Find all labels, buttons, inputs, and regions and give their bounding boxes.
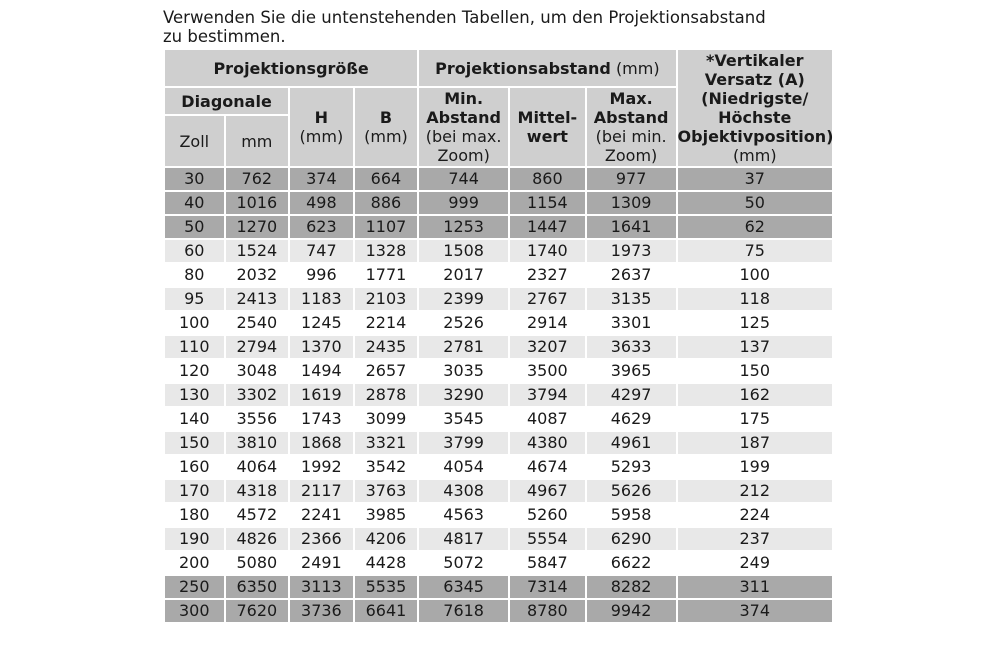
cell-mm: 1524 (226, 240, 289, 262)
cell-mm: 4064 (226, 456, 289, 478)
cell-vertikaler-versatz: 187 (678, 432, 832, 454)
header-b: B (mm) (355, 88, 418, 166)
cell-vertikaler-versatz: 311 (678, 576, 832, 598)
cell-h: 1619 (290, 384, 353, 406)
cell-max-abstand: 5293 (587, 456, 676, 478)
table-row (165, 432, 832, 454)
cell-mittelwert: 860 (510, 168, 585, 190)
cell-b: 3542 (355, 456, 418, 478)
header-projektionsgroesse: Projektionsgröße (165, 50, 417, 86)
cell-min-abstand: 2017 (419, 264, 508, 286)
cell-max-abstand: 4629 (587, 408, 676, 430)
cell-mittelwert: 4967 (510, 480, 585, 502)
cell-zoll: 95 (165, 288, 224, 310)
header-mm: mm (226, 116, 289, 166)
cell-min-abstand: 2399 (419, 288, 508, 310)
cell-zoll: 150 (165, 432, 224, 454)
cell-mittelwert: 4674 (510, 456, 585, 478)
intro-line-2: zu bestimmen. (163, 27, 286, 46)
cell-zoll: 60 (165, 240, 224, 262)
cell-zoll: 250 (165, 576, 224, 598)
cell-min-abstand: 5072 (419, 552, 508, 574)
cell-b: 2657 (355, 360, 418, 382)
cell-mm: 7620 (226, 600, 289, 622)
cell-mittelwert: 1154 (510, 192, 585, 214)
cell-vertikaler-versatz: 50 (678, 192, 832, 214)
header-max-abstand: Max. Abstand (bei min. Zoom) (587, 88, 676, 166)
cell-max-abstand: 977 (587, 168, 676, 190)
cell-zoll: 40 (165, 192, 224, 214)
cell-mm: 3810 (226, 432, 289, 454)
table-row (165, 480, 832, 502)
header-zoll: Zoll (165, 116, 224, 166)
cell-vertikaler-versatz: 224 (678, 504, 832, 526)
table-row (165, 312, 832, 334)
cell-max-abstand: 4297 (587, 384, 676, 406)
intro-line-1: Verwenden Sie die untenstehenden Tabellen, um den Projektionsabstand (163, 8, 766, 27)
table-row (165, 288, 832, 310)
cell-mittelwert: 2914 (510, 312, 585, 334)
cell-b: 5535 (355, 576, 418, 598)
cell-mittelwert: 5554 (510, 528, 585, 550)
cell-mittelwert: 7314 (510, 576, 585, 598)
cell-mm: 2032 (226, 264, 289, 286)
cell-mm: 3302 (226, 384, 289, 406)
table-row (165, 576, 832, 598)
cell-h: 1245 (290, 312, 353, 334)
cell-h: 996 (290, 264, 353, 286)
cell-mittelwert: 3794 (510, 384, 585, 406)
table-row (165, 384, 832, 406)
header-h: H (mm) (290, 88, 353, 166)
table-row (165, 552, 832, 574)
cell-min-abstand: 1253 (419, 216, 508, 238)
header-min-abstand: Min. Abstand (bei max. Zoom) (419, 88, 508, 166)
cell-min-abstand: 744 (419, 168, 508, 190)
cell-b: 3985 (355, 504, 418, 526)
cell-h: 747 (290, 240, 353, 262)
cell-max-abstand: 6622 (587, 552, 676, 574)
cell-max-abstand: 5958 (587, 504, 676, 526)
cell-b: 6641 (355, 600, 418, 622)
cell-zoll: 170 (165, 480, 224, 502)
cell-b: 2878 (355, 384, 418, 406)
cell-vertikaler-versatz: 125 (678, 312, 832, 334)
cell-h: 3113 (290, 576, 353, 598)
table-row (165, 192, 832, 214)
cell-mm: 1270 (226, 216, 289, 238)
cell-min-abstand: 6345 (419, 576, 508, 598)
table-row (165, 600, 832, 622)
cell-zoll: 300 (165, 600, 224, 622)
header-diagonale: Diagonale (165, 88, 288, 114)
cell-b: 3763 (355, 480, 418, 502)
cell-max-abstand: 6290 (587, 528, 676, 550)
cell-mittelwert: 4087 (510, 408, 585, 430)
cell-max-abstand: 3965 (587, 360, 676, 382)
cell-mittelwert: 2327 (510, 264, 585, 286)
cell-mm: 2540 (226, 312, 289, 334)
cell-min-abstand: 999 (419, 192, 508, 214)
table-row (165, 336, 832, 358)
cell-mittelwert: 5847 (510, 552, 585, 574)
cell-mm: 4572 (226, 504, 289, 526)
cell-vertikaler-versatz: 118 (678, 288, 832, 310)
cell-min-abstand: 1508 (419, 240, 508, 262)
cell-vertikaler-versatz: 374 (678, 600, 832, 622)
cell-b: 2435 (355, 336, 418, 358)
cell-h: 1494 (290, 360, 353, 382)
cell-mittelwert: 8780 (510, 600, 585, 622)
header-projektionsabstand: Projektionsabstand (mm) (419, 50, 675, 86)
cell-mittelwert: 1447 (510, 216, 585, 238)
cell-max-abstand: 8282 (587, 576, 676, 598)
cell-zoll: 200 (165, 552, 224, 574)
cell-b: 664 (355, 168, 418, 190)
cell-min-abstand: 3290 (419, 384, 508, 406)
cell-b: 1771 (355, 264, 418, 286)
cell-min-abstand: 7618 (419, 600, 508, 622)
cell-max-abstand: 1641 (587, 216, 676, 238)
cell-min-abstand: 2781 (419, 336, 508, 358)
cell-vertikaler-versatz: 249 (678, 552, 832, 574)
cell-max-abstand: 5626 (587, 480, 676, 502)
header-vertikaler-versatz: *Vertikaler Versatz (A) (Niedrigste/ Höchste Objektivposition) (mm) (677, 51, 834, 165)
cell-vertikaler-versatz: 237 (678, 528, 832, 550)
cell-zoll: 110 (165, 336, 224, 358)
table-body (165, 168, 832, 622)
cell-zoll: 100 (165, 312, 224, 334)
cell-zoll: 180 (165, 504, 224, 526)
cell-min-abstand: 3035 (419, 360, 508, 382)
cell-zoll: 190 (165, 528, 224, 550)
cell-h: 374 (290, 168, 353, 190)
cell-vertikaler-versatz: 75 (678, 240, 832, 262)
cell-max-abstand: 1973 (587, 240, 676, 262)
cell-b: 1328 (355, 240, 418, 262)
header-mittelwert: Mittel- wert (510, 88, 585, 166)
cell-mittelwert: 4380 (510, 432, 585, 454)
table-row (165, 528, 832, 550)
cell-b: 3321 (355, 432, 418, 454)
cell-vertikaler-versatz: 37 (678, 168, 832, 190)
cell-b: 2214 (355, 312, 418, 334)
cell-min-abstand: 4563 (419, 504, 508, 526)
cell-vertikaler-versatz: 137 (678, 336, 832, 358)
cell-max-abstand: 3301 (587, 312, 676, 334)
cell-h: 498 (290, 192, 353, 214)
cell-h: 2117 (290, 480, 353, 502)
table-row (165, 240, 832, 262)
table-row (165, 264, 832, 286)
cell-h: 623 (290, 216, 353, 238)
table-header (165, 50, 832, 166)
cell-zoll: 140 (165, 408, 224, 430)
cell-h: 2366 (290, 528, 353, 550)
cell-h: 1868 (290, 432, 353, 454)
cell-max-abstand: 1309 (587, 192, 676, 214)
cell-min-abstand: 4308 (419, 480, 508, 502)
cell-mm: 3556 (226, 408, 289, 430)
cell-b: 886 (355, 192, 418, 214)
cell-vertikaler-versatz: 162 (678, 384, 832, 406)
cell-max-abstand: 9942 (587, 600, 676, 622)
cell-mm: 762 (226, 168, 289, 190)
cell-b: 3099 (355, 408, 418, 430)
cell-max-abstand: 4961 (587, 432, 676, 454)
cell-mm: 2413 (226, 288, 289, 310)
cell-mm: 5080 (226, 552, 289, 574)
cell-mm: 6350 (226, 576, 289, 598)
table-row (165, 216, 832, 238)
cell-min-abstand: 2526 (419, 312, 508, 334)
cell-h: 1743 (290, 408, 353, 430)
cell-b: 2103 (355, 288, 418, 310)
projection-distance-table (163, 48, 834, 624)
table-row (165, 360, 832, 382)
cell-h: 2241 (290, 504, 353, 526)
cell-max-abstand: 3633 (587, 336, 676, 358)
cell-mm: 2794 (226, 336, 289, 358)
cell-zoll: 30 (165, 168, 224, 190)
cell-h: 1992 (290, 456, 353, 478)
cell-mm: 4318 (226, 480, 289, 502)
table-row (165, 504, 832, 526)
cell-b: 4206 (355, 528, 418, 550)
cell-mittelwert: 3207 (510, 336, 585, 358)
cell-vertikaler-versatz: 175 (678, 408, 832, 430)
cell-vertikaler-versatz: 100 (678, 264, 832, 286)
cell-zoll: 160 (165, 456, 224, 478)
cell-b: 1107 (355, 216, 418, 238)
cell-min-abstand: 4054 (419, 456, 508, 478)
cell-mm: 3048 (226, 360, 289, 382)
cell-zoll: 50 (165, 216, 224, 238)
table-row (165, 408, 832, 430)
cell-zoll: 130 (165, 384, 224, 406)
cell-vertikaler-versatz: 199 (678, 456, 832, 478)
cell-zoll: 80 (165, 264, 224, 286)
cell-mm: 1016 (226, 192, 289, 214)
cell-max-abstand: 3135 (587, 288, 676, 310)
intro-text (163, 8, 863, 46)
cell-b: 4428 (355, 552, 418, 574)
cell-min-abstand: 3799 (419, 432, 508, 454)
table-row (165, 168, 832, 190)
cell-h: 1183 (290, 288, 353, 310)
cell-mittelwert: 2767 (510, 288, 585, 310)
cell-vertikaler-versatz: 212 (678, 480, 832, 502)
cell-min-abstand: 3545 (419, 408, 508, 430)
cell-max-abstand: 2637 (587, 264, 676, 286)
cell-mm: 4826 (226, 528, 289, 550)
cell-h: 3736 (290, 600, 353, 622)
cell-mittelwert: 5260 (510, 504, 585, 526)
cell-vertikaler-versatz: 150 (678, 360, 832, 382)
cell-mittelwert: 3500 (510, 360, 585, 382)
cell-h: 1370 (290, 336, 353, 358)
cell-min-abstand: 4817 (419, 528, 508, 550)
cell-vertikaler-versatz: 62 (678, 216, 832, 238)
table-row (165, 456, 832, 478)
cell-zoll: 120 (165, 360, 224, 382)
cell-mittelwert: 1740 (510, 240, 585, 262)
cell-h: 2491 (290, 552, 353, 574)
